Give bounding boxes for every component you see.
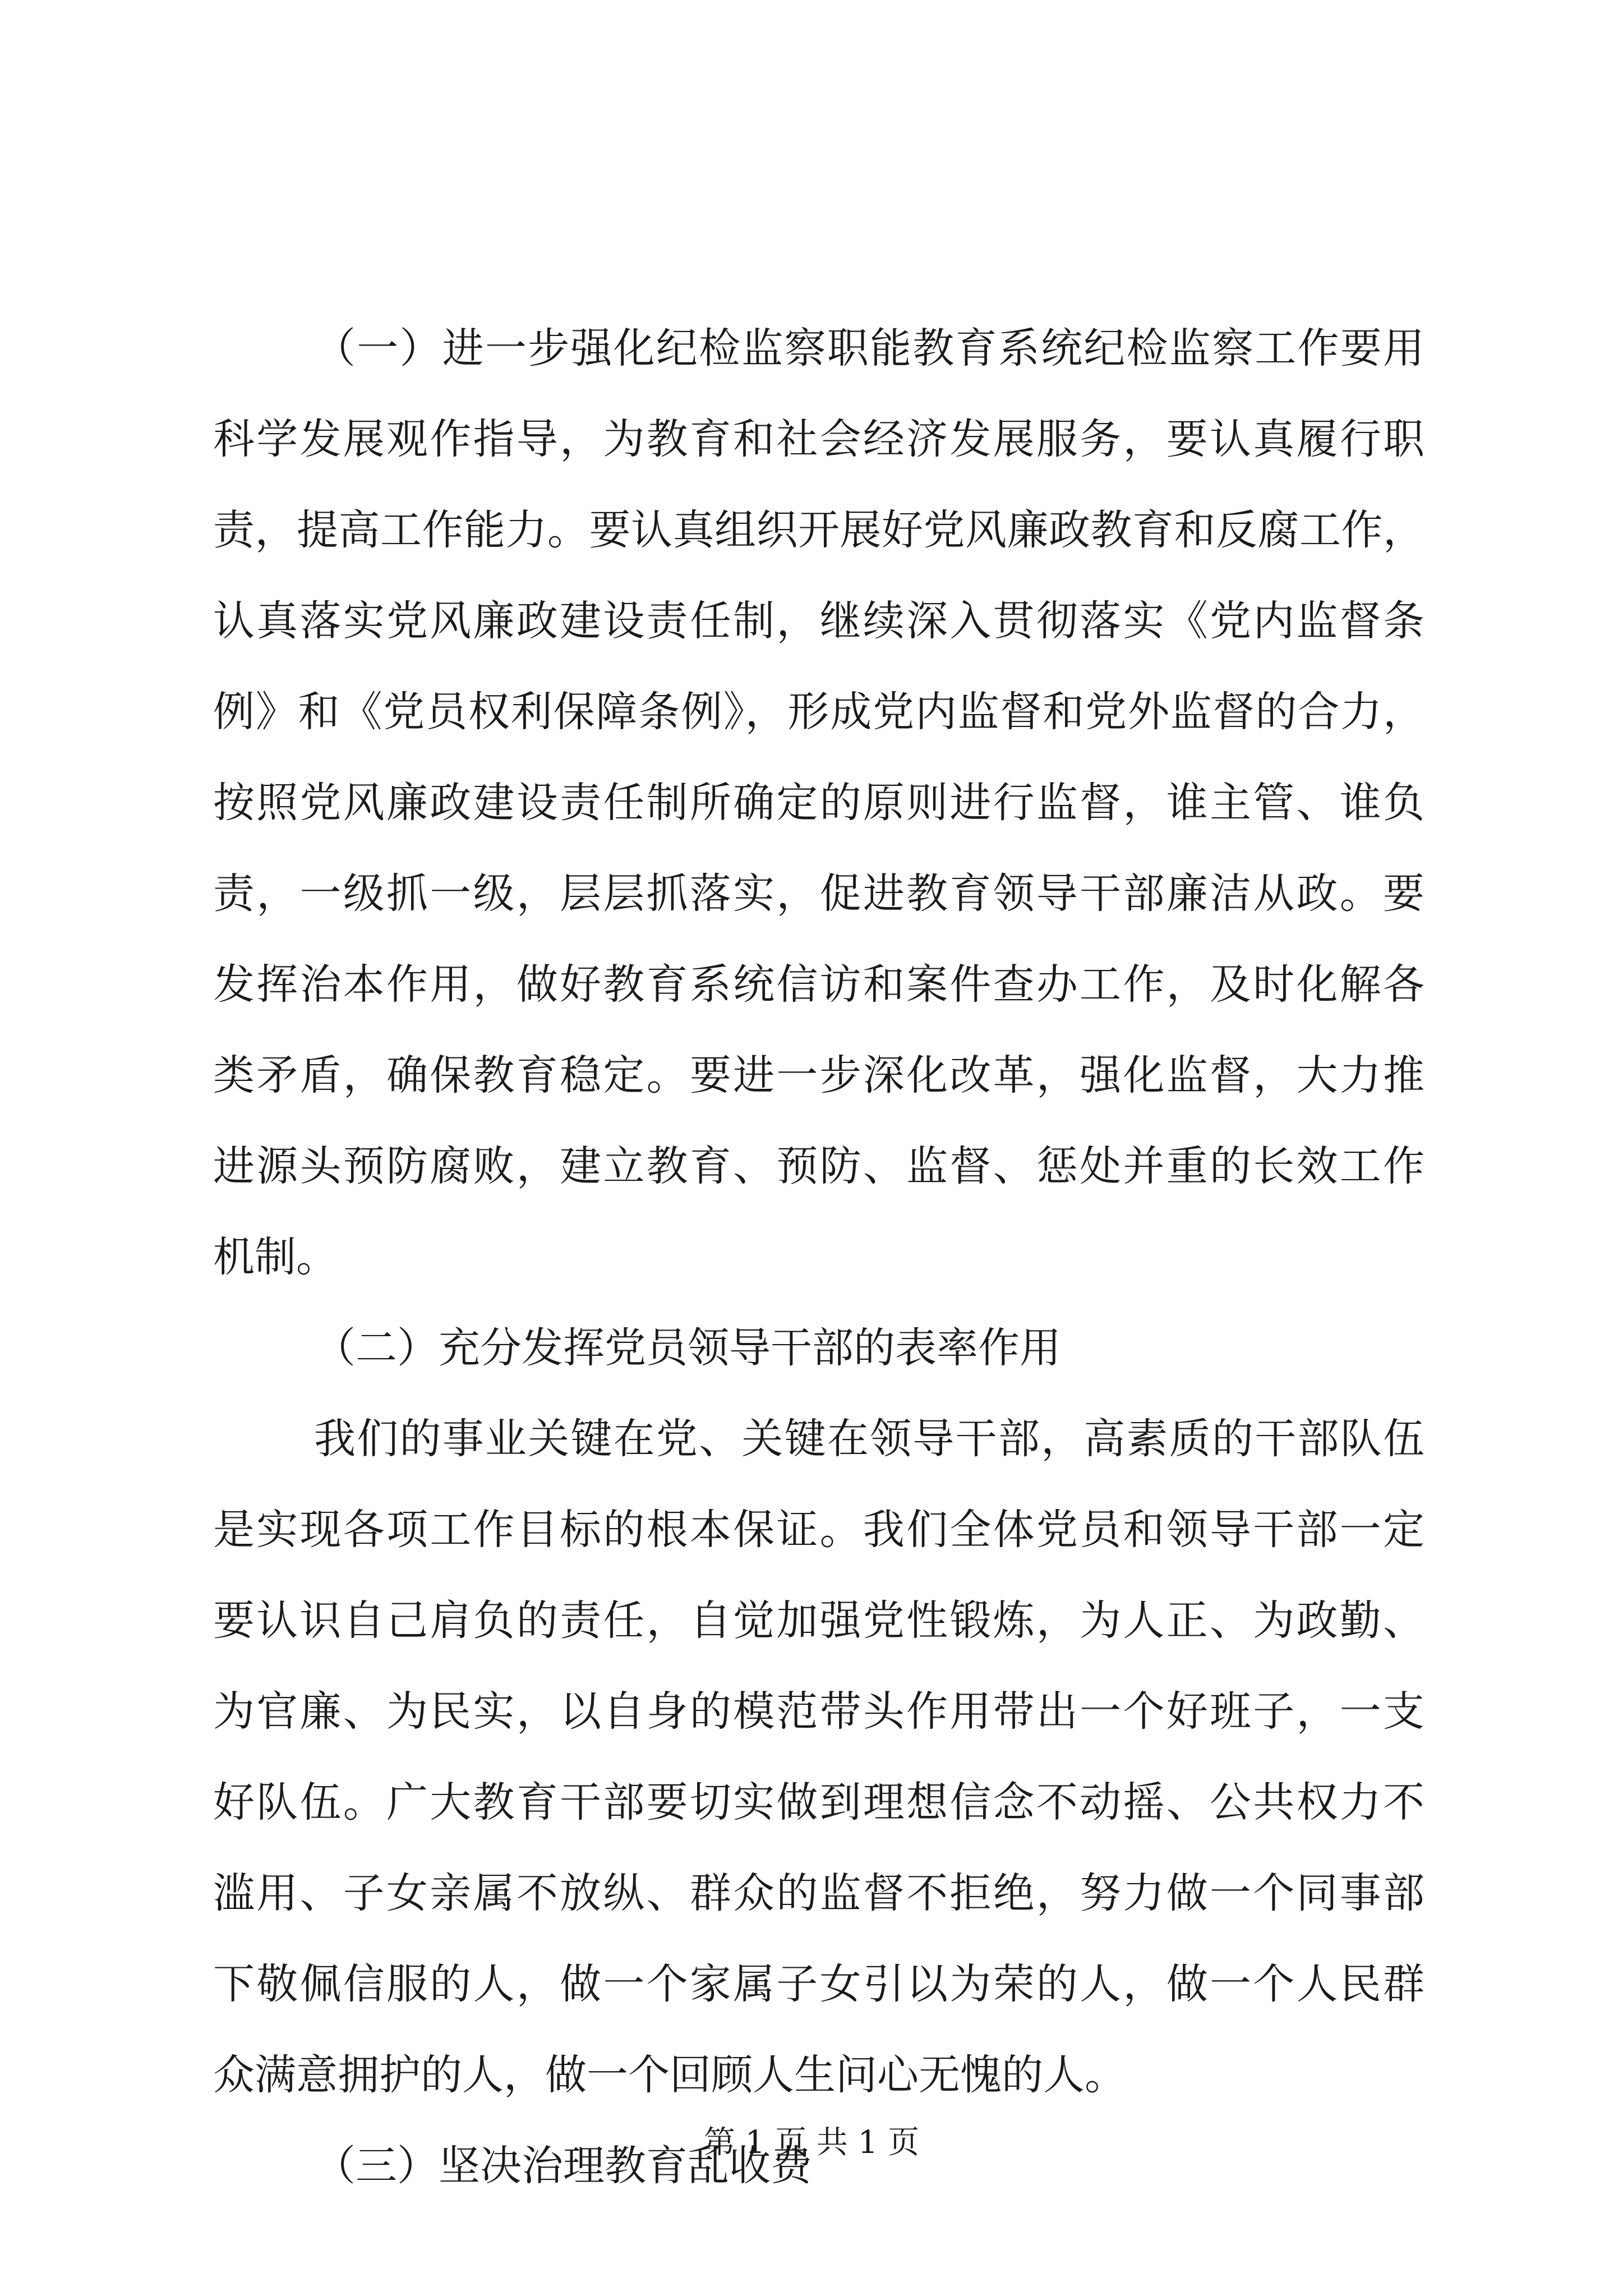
text-line: 类矛盾，确保教育稳定。要进一步深化改革，强化监督，大力推	[213, 1051, 1424, 1099]
text-line: 认真落实党风廉政建设责任制，继续深入贯彻落实《党内监督条	[213, 597, 1424, 645]
page-footer: 第 1 页 共 1 页	[703, 2124, 920, 2161]
text-line: 例》和《党员权利保障条例》，形成党内监督和党外监督的合力，	[213, 688, 1424, 736]
heading-line: （三）坚决治理教育乱收费	[314, 2142, 812, 2190]
text-line: 要认识自己肩负的责任，自觉加强党性锻炼，为人正、为政勤、	[213, 1596, 1424, 1645]
text-line: 为官廉、为民实，以自身的模范带头作用带出一个好班子，一支	[213, 1687, 1424, 1736]
text-line: 责，一级抓一级，层层抓落实，促进教育领导干部廉洁从政。要	[213, 869, 1424, 918]
text-line: 是实现各项工作目标的根本保证。我们全体党员和领导干部一定	[213, 1506, 1424, 1554]
paragraph-1	[213, 303, 1424, 1303]
text-line: 责，提高工作能力。要认真组织开展好党风廉政教育和反腐工作，	[213, 506, 1424, 554]
text-line: 众满意拥护的人，做一个回顾人生问心无愧的人。	[213, 2051, 1126, 2099]
text-line: 好队伍。广大教育干部要切实做到理想信念不动摇、公共权力不	[213, 1778, 1424, 1826]
text-line: 我们的事业关键在党、关键在领导干部，高素质的干部队伍	[314, 1415, 1424, 1463]
heading-line: （二）充分发挥党员领导干部的表率作用	[314, 1324, 1061, 1372]
paragraph-2	[213, 1393, 1424, 2120]
section-heading-2	[213, 1303, 1424, 1393]
text-line: 按照党风廉政建设责任制所确定的原则进行监督，谁主管、谁负	[213, 779, 1424, 827]
text-line: 下敬佩信服的人，做一个家属子女引以为荣的人，做一个人民群	[213, 1960, 1424, 2008]
text-line: 发挥治本作用，做好教育系统信访和案件查办工作，及时化解各	[213, 960, 1424, 1009]
text-line: 滥用、子女亲属不放纵、群众的监督不拒绝，努力做一个同事部	[213, 1869, 1424, 1917]
document-body	[213, 303, 1424, 2211]
text-line: 科学发展观作指导，为教育和社会经济发展服务，要认真履行职	[213, 415, 1424, 463]
text-line: 机制。	[213, 1233, 338, 1281]
text-line: 进源头预防腐败，建立教育、预防、监督、惩处并重的长效工作	[213, 1142, 1424, 1190]
text-line: （一）进一步强化纪检监察职能教育系统纪检监察工作要用	[314, 324, 1424, 372]
